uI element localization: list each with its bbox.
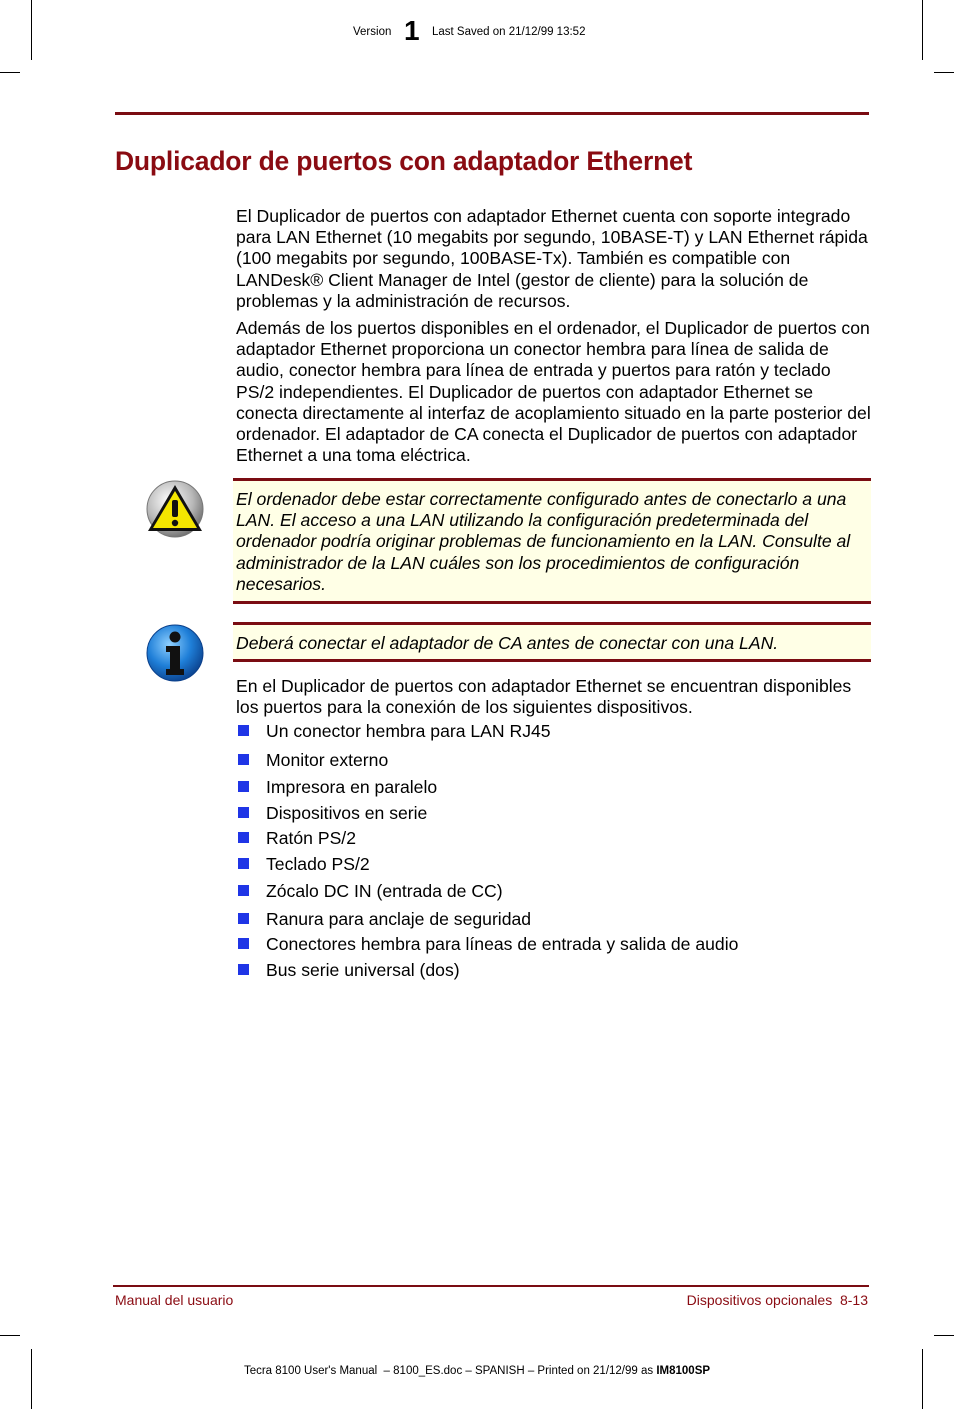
last-saved: Last Saved on 21/12/99 13:52 (432, 26, 586, 38)
print-info (0, 1365, 954, 1377)
footer-rule (113, 1285, 869, 1287)
info-icon (144, 623, 206, 683)
title-rule (115, 112, 869, 115)
warning-note (233, 478, 871, 604)
crop-mark (0, 72, 20, 73)
warning-note-text: El ordenador debe estar correctamente configurado antes de conectarlo a una LAN. El acceso a una LAN utilizando la configuración predeterminada del ordenador podría originar problemas de funcionamiento en la LAN. Consulte al administrador de la LAN cuáles son los procedimientos de configuración necesarios. (236, 489, 851, 594)
crop-mark (934, 1335, 954, 1336)
bullet-square-icon (238, 725, 249, 736)
print-info-code: IM8100SP (656, 1365, 711, 1377)
section-title: Duplicador de puertos con adaptador Ethernet (115, 146, 693, 176)
info-note-text: Deberá conectar el adaptador de CA antes de conectar con una LAN. (236, 633, 779, 653)
footer-right: Dispositivos opcionales 8-13 (686, 1292, 868, 1308)
list-intro: En el Duplicador de puertos con adaptador Ethernet se encuentran disponibles los puertos para la conexión de los siguientes dispositivos. (236, 676, 852, 718)
footer-left: Manual del usuario (115, 1292, 234, 1308)
bullet-square-icon (238, 964, 249, 975)
version-number: 1 (404, 15, 420, 46)
paragraph-ports: Además de los puertos disponibles en el ordenador, el Duplicador de puertos con adaptador Ethernet proporciona un conector hembra para línea de salida de audio, conector hembra para línea de entrada y puertos para ratón y teclado PS/2 independientes. El Duplicador de puertos con adaptador Ethernet se conecta directamente al interfaz de acoplamiento situado en la parte posterior del ordenador. El adaptador de CA conecta el Duplicador de puertos con adaptador Ethernet a una toma eléctrica. (236, 318, 871, 466)
warning-icon (144, 479, 206, 539)
crop-mark (922, 1349, 923, 1409)
crop-mark (31, 1349, 32, 1409)
bullet-square-icon (238, 858, 249, 869)
print-info-text: Tecra 8100 User's Manual – 8100_ES.doc – SPANISH – Printed on 21/12/99 as (243, 1365, 657, 1377)
crop-mark (934, 72, 954, 73)
bullet-square-icon (238, 832, 249, 843)
bullet-square-icon (238, 885, 249, 896)
version-label: Version (353, 26, 392, 38)
bullet-square-icon (238, 781, 249, 792)
bullet-square-icon (238, 913, 249, 924)
bullet-square-icon (238, 807, 249, 818)
info-note (233, 622, 871, 662)
paragraph-intro: El Duplicador de puertos con adaptador Ethernet cuenta con soporte integrado para LAN Ethernet (10 megabits por segundo, 10BASE-T) y LAN Ethernet rápida (100 megabits por segundo, 100BASE-Tx). También es compatible con LANDesk® Client Manager de Intel (gestor de cliente) para la solución de problemas y la administración de recursos. (236, 206, 868, 311)
bullet-square-icon (238, 754, 249, 765)
crop-mark (0, 1335, 20, 1336)
crop-mark (31, 0, 32, 60)
crop-mark (922, 0, 923, 60)
bullet-square-icon (238, 938, 249, 949)
